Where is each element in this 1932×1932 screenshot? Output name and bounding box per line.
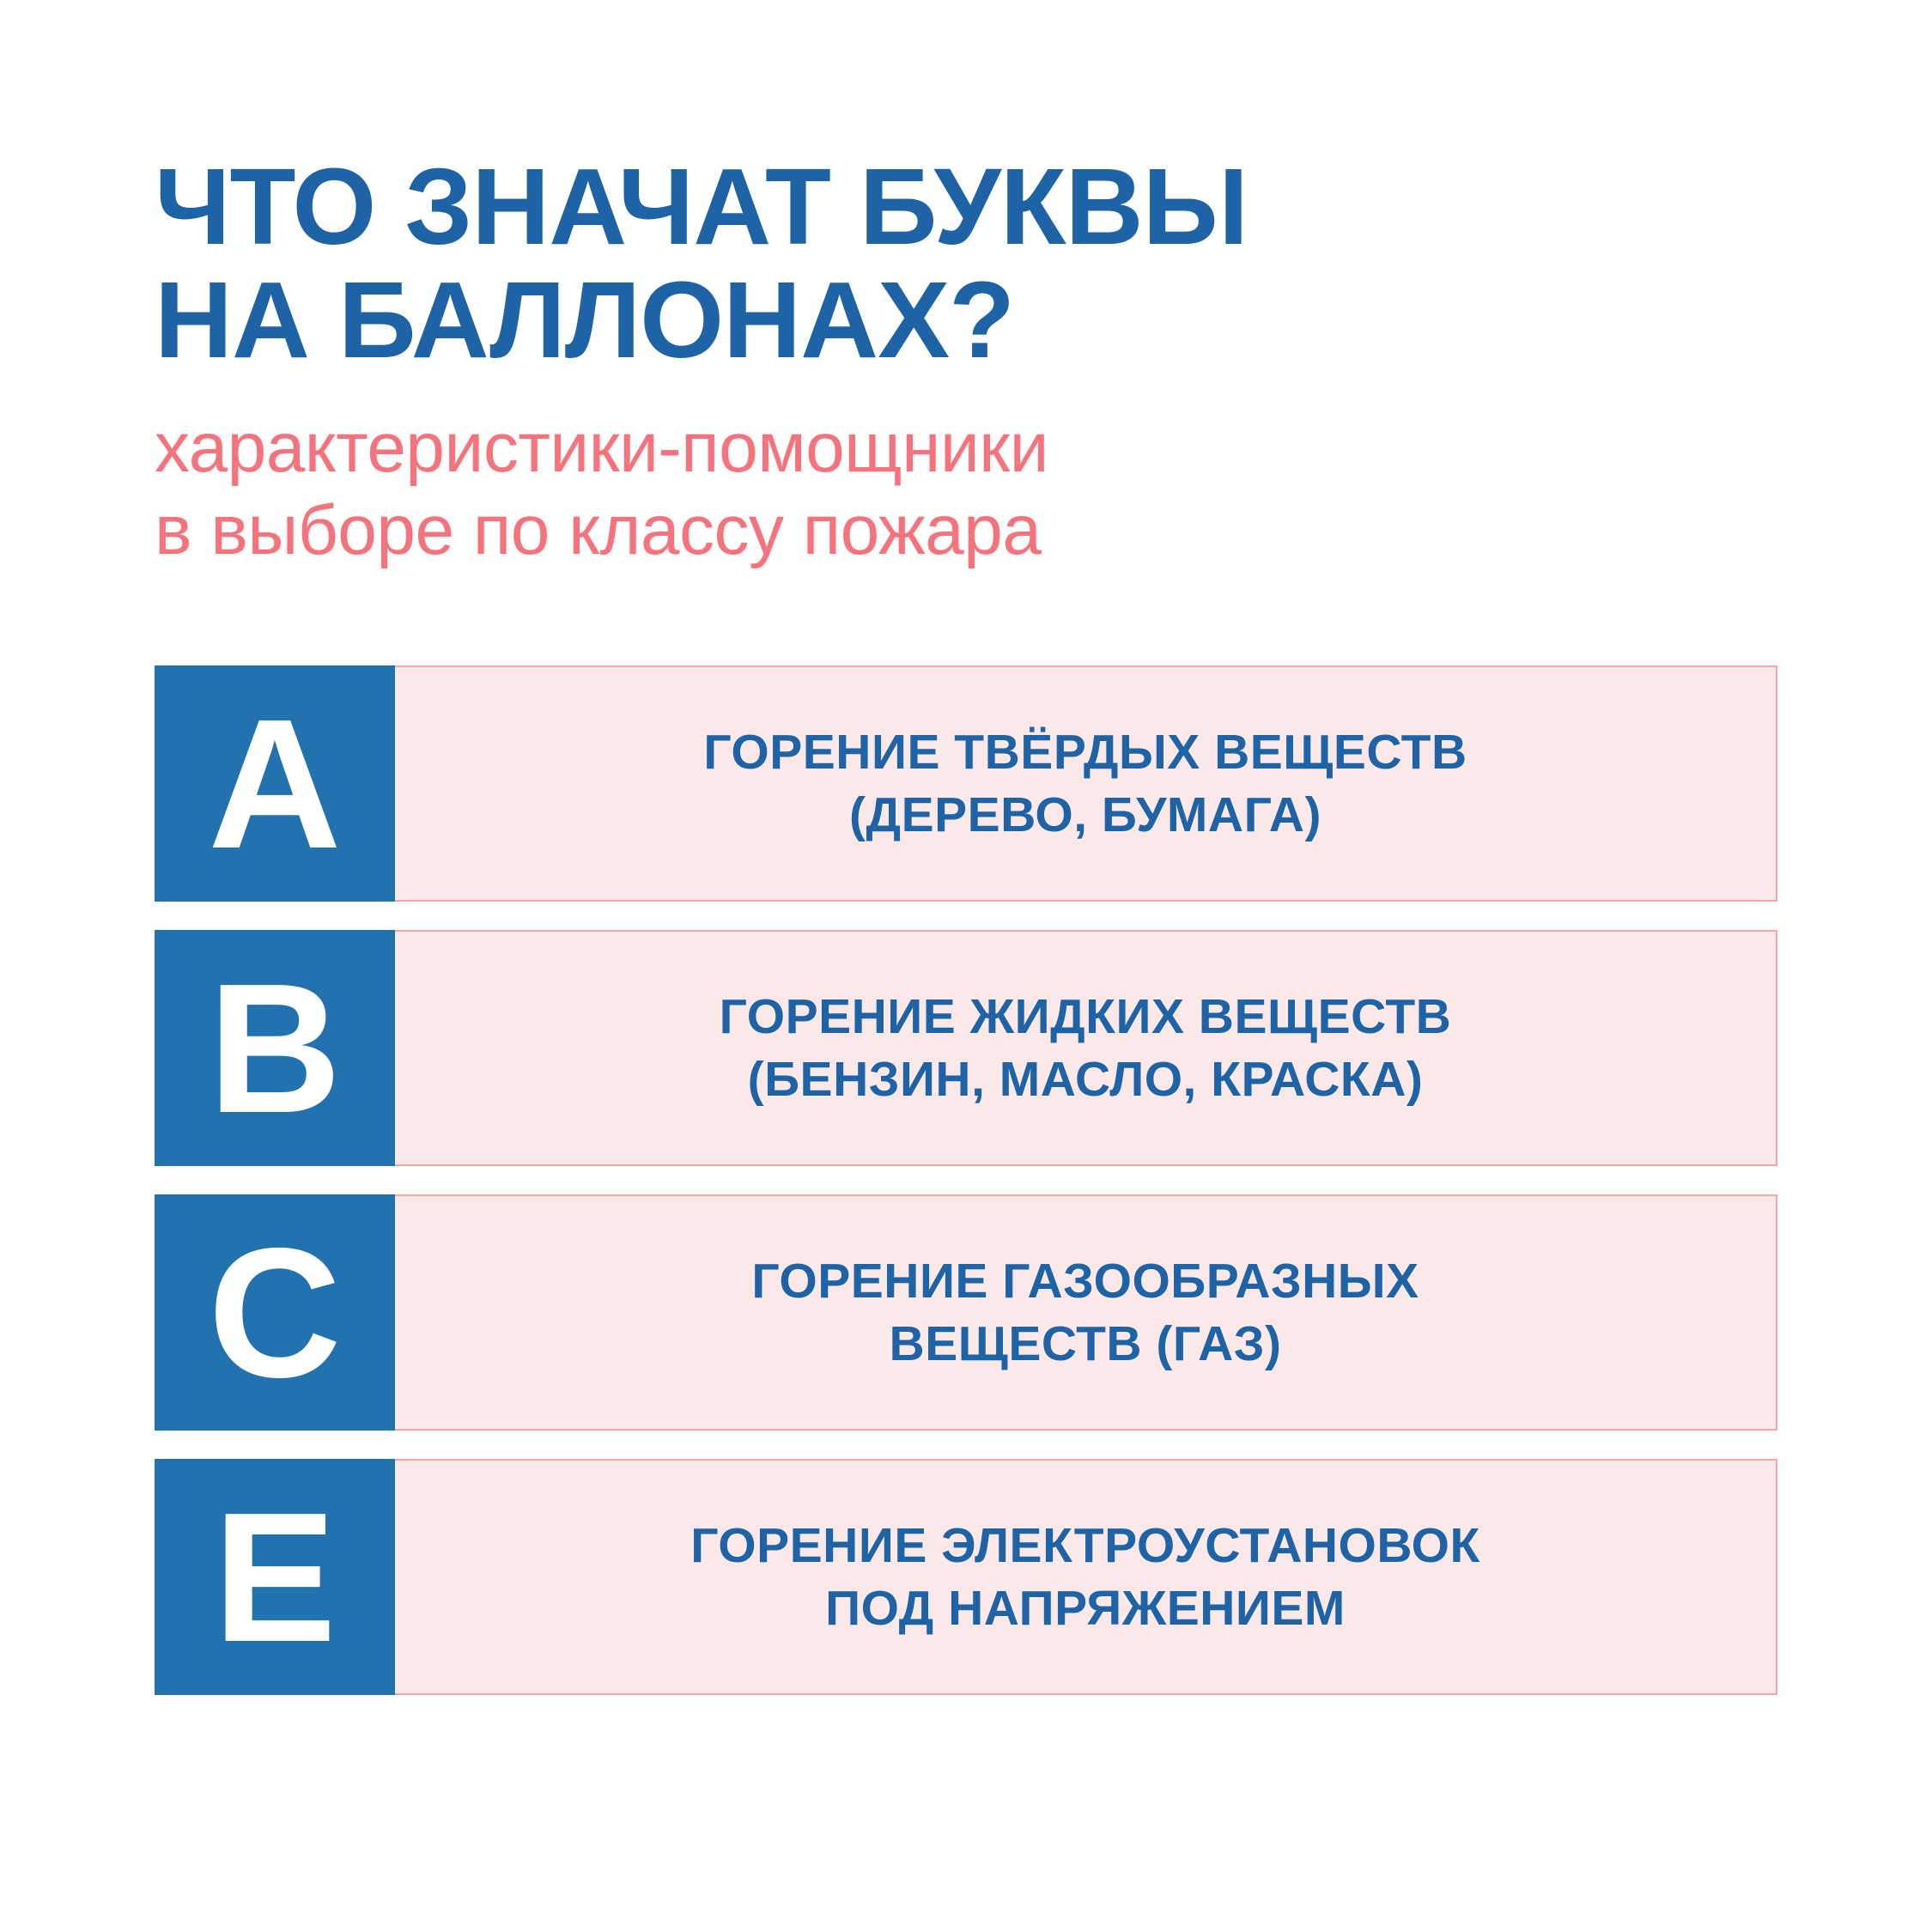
page-subtitle-line-1: характеристики-помощники <box>155 408 1048 487</box>
fire-class-letter-c: C <box>155 1194 395 1431</box>
fire-class-description-c <box>395 1196 1776 1429</box>
fire-class-row-a <box>155 665 1777 902</box>
fire-class-description-c-line-1: ГОРЕНИЕ ГАЗООБРАЗНЫХ <box>751 1254 1419 1309</box>
page-title <box>155 146 1777 381</box>
fire-class-description-c-line-2: ВЕЩЕСТВ (ГАЗ) <box>889 1315 1282 1371</box>
fire-class-row-c <box>155 1194 1777 1431</box>
fire-class-description-e-line-2: ПОД НАПРЯЖЕНИЕМ <box>825 1580 1346 1636</box>
fire-class-letter-b: B <box>155 930 395 1166</box>
page-title-line-2: НА БАЛЛОНАХ? <box>155 259 1015 381</box>
fire-class-description-a-line-2: (ДЕРЕВО, БУМАГА) <box>849 787 1321 842</box>
fire-class-description-e-line-1: ГОРЕНИЕ ЭЛЕКТРОУСТАНОВОК <box>690 1518 1480 1574</box>
fire-class-row-e <box>155 1459 1777 1695</box>
fire-class-description-e <box>395 1461 1776 1693</box>
fire-class-description-a <box>395 667 1776 900</box>
fire-class-letter-e: E <box>155 1459 395 1695</box>
fire-class-description-b-line-1: ГОРЕНИЕ ЖИДКИХ ВЕЩЕСТВ <box>719 989 1452 1045</box>
fire-class-list <box>155 665 1777 1695</box>
page-subtitle-line-2: в выборе по классу пожара <box>155 490 1042 569</box>
fire-class-row-b <box>155 930 1777 1166</box>
page-subtitle <box>155 407 1777 572</box>
fire-class-description-b-line-2: (БЕНЗИН, МАСЛО, КРАСКА) <box>747 1051 1424 1107</box>
fire-class-description-a-line-1: ГОРЕНИЕ ТВЁРДЫХ ВЕЩЕСТВ <box>703 725 1467 781</box>
page-title-line-1: ЧТО ЗНАЧАТ БУКВЫ <box>155 146 1248 267</box>
fire-class-description-b <box>395 932 1776 1164</box>
fire-class-letter-a: A <box>155 665 395 902</box>
